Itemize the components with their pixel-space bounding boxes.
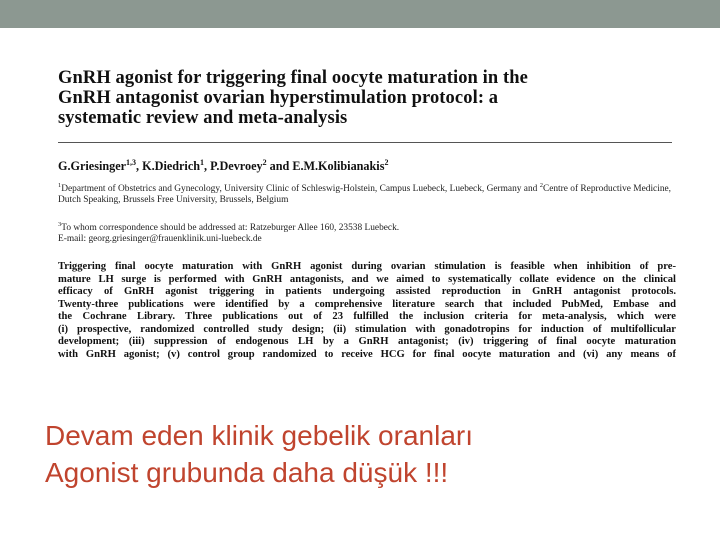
- author-and: and: [266, 159, 293, 174]
- author-name: E.M.Kolibianakis: [292, 159, 385, 174]
- paper-excerpt: [58, 68, 676, 372]
- author-name: K.Diedrich: [142, 159, 201, 174]
- author-name: G.Griesinger: [58, 159, 127, 174]
- authors: [58, 155, 676, 174]
- abstract-line: mature LH surge is performed with GnRH antagonists, and we aimed to systematically collate evidence on the clinical: [58, 273, 676, 285]
- abstract-line: Twenty-three publications were identified by a comprehensive literature search that included PubMed, Embase and: [58, 298, 676, 310]
- abstract-line: (i) prospective, randomized controlled study design; (ii) stimulation with gonadotropins for induction of multifollicular: [58, 323, 676, 335]
- abstract-line: the Cochrane Library. Three publications out of 23 fulfilled the inclusion criteria for meta-analysis, which were: [58, 311, 676, 323]
- abstract-line: development; (iii) suppression of endogenous LH by a GnRH antagonist; (iv) triggering of final oocyte maturation: [58, 336, 676, 348]
- affil-sup: 1: [58, 182, 62, 190]
- author-sup: 2: [384, 158, 389, 167]
- corr-address: To whom correspondence should be addressed at: Ratzeburger Allee 160, 23538 Luebeck.: [61, 223, 400, 234]
- author-separator: ,: [204, 159, 211, 174]
- abstract: [58, 261, 676, 361]
- caption-line: Agonist grubunda daha düşük !!!: [45, 457, 449, 488]
- affiliations: [58, 180, 676, 206]
- author-name: P.Devroey: [210, 159, 263, 174]
- author-sup: 2: [262, 158, 267, 167]
- affil-sup: 2: [539, 182, 543, 190]
- title-line: GnRH agonist for triggering final oocyte maturation in the: [58, 68, 528, 88]
- slide-caption: [45, 417, 473, 491]
- top-band: [0, 0, 720, 28]
- abstract-line: Triggering final oocyte maturation with GnRH agonist during ovarian stimulation is feasible when inhibition of pre-: [58, 261, 676, 273]
- corr-email: E-mail: georg.griesinger@frauenklinik.uni-luebeck.de: [58, 234, 262, 245]
- abstract-line: with GnRH agonist; (v) control group randomized to receive HCG for final oocyte maturation and (vi) any means of: [58, 348, 676, 360]
- affil-text: Centre of Reproductive Medicine, Dutch Speaking, Brussels Free University, Brussels, Belgium: [58, 184, 672, 206]
- correspondence: [58, 219, 676, 245]
- title-line: GnRH antagonist ovarian hyperstimulation protocol: a: [58, 88, 499, 108]
- paper-title: [58, 68, 676, 128]
- author-separator: ,: [136, 159, 143, 174]
- corr-sup: 3: [58, 221, 62, 229]
- author-sup: 1: [200, 158, 205, 167]
- affil-text: Department of Obstetrics and Gynecology, University Clinic of Schleswig-Holstein, Campus Luebeck, Luebeck, Germany and: [61, 184, 540, 195]
- title-rule: [58, 142, 672, 143]
- title-line: systematic review and meta-analysis: [58, 108, 348, 128]
- author-sup: 1,3: [126, 158, 137, 167]
- caption-line: Devam eden klinik gebelik oranları: [45, 420, 473, 451]
- abstract-line: efficacy of GnRH agonist triggering in patients undergoing assisted reproduction in GnRH antagonist protocols.: [58, 286, 676, 298]
